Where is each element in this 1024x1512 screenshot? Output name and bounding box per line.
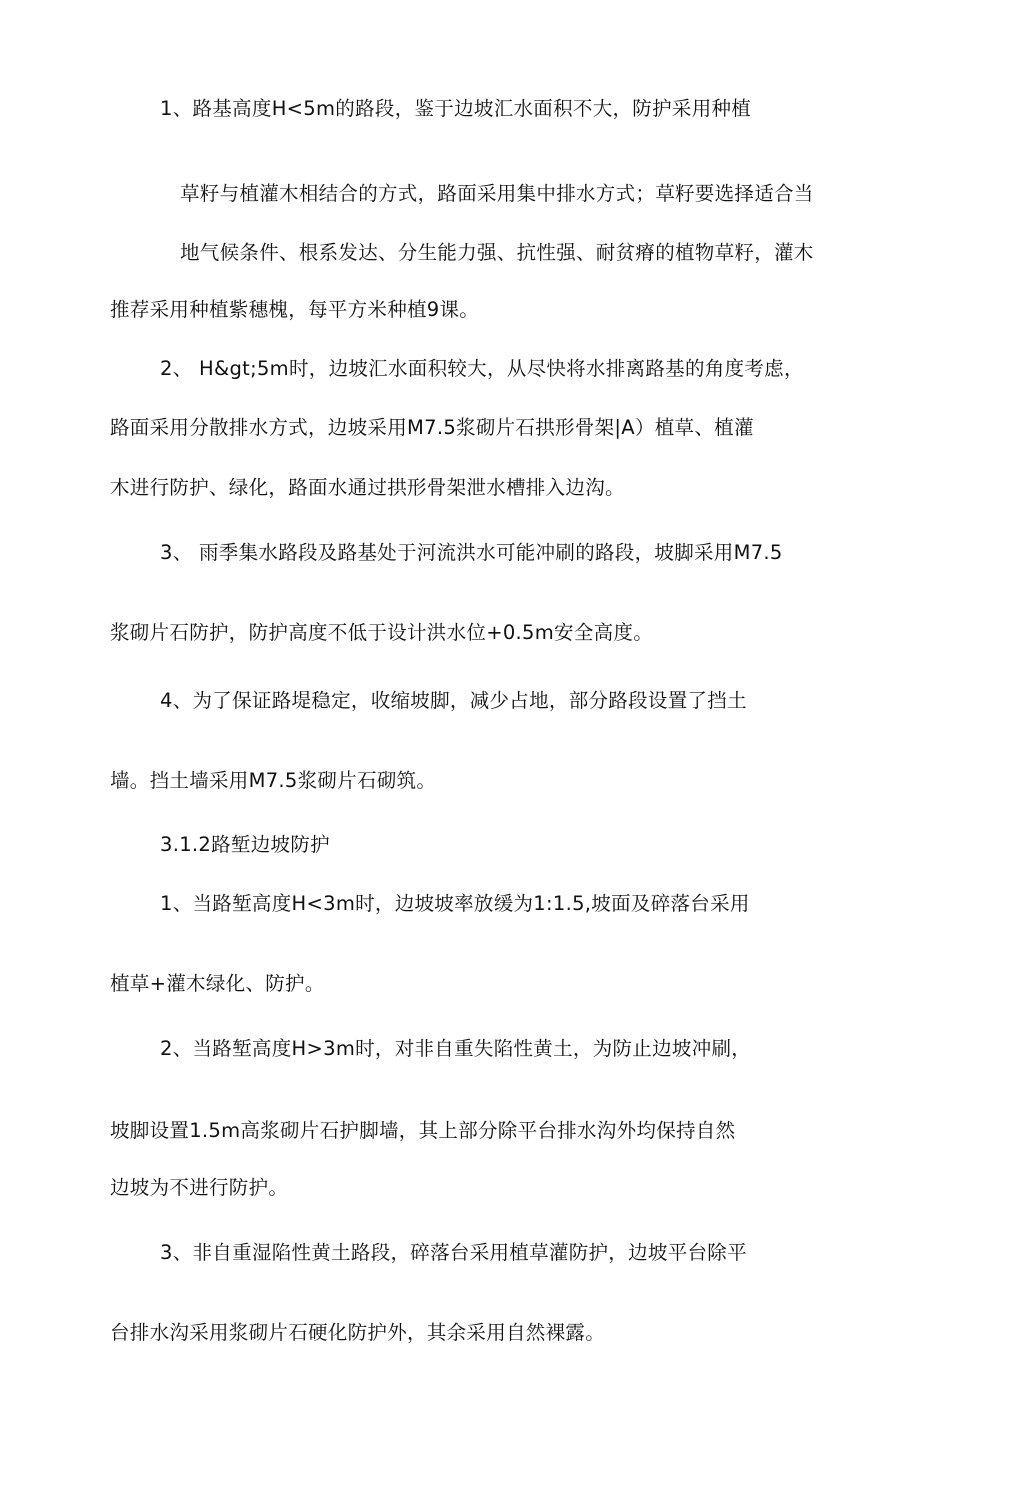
- text-line: 坡脚设置1.5m高浆砌片石护脚墙，其上部分除平台排水沟外均保持自然: [110, 1119, 736, 1142]
- text-line: 1、当路堑高度H<3m时，边坡坡率放缓为1:1.5,坡面及碎落台采用: [160, 892, 750, 915]
- text-line: 2、 H&gt;5m时，边坡汇水面积较大，从尽快将水排离路基的角度考虑，: [160, 357, 804, 380]
- text-line: 推荐采用种植紫穗槐，每平方米种植9课。: [110, 298, 480, 321]
- text-line: 墙。挡土墙采用M7.5浆砌片石砌筑。: [110, 769, 437, 792]
- text-line: 1、路基高度H<5m的路段，鉴于边坡汇水面积不大，防护采用种植: [160, 97, 752, 120]
- text-line: 3、非自重湿陷性黄土路段，碎落台采用植草灌防护，边坡平台除平: [160, 1241, 747, 1264]
- text-line: 2、当路堑高度H>3m时，对非自重失陷性黄土，为防止边坡冲刷，: [160, 1037, 752, 1060]
- section-heading: 3.1.2路堑边坡防护: [160, 833, 330, 856]
- text-line: 4、为了保证路堤稳定，收缩坡脚，减少占地，部分路段设置了挡土: [160, 689, 747, 712]
- text-line: 浆砌片石防护，防护高度不低于设计洪水位+0.5m安全高度。: [110, 621, 654, 644]
- text-line: 草籽与植灌木相结合的方式，路面采用集中排水方式；草籽要选择适合当: [180, 182, 814, 205]
- text-line: 木进行防护、绿化，路面水通过拱形骨架泄水槽排入边沟。: [110, 476, 625, 499]
- text-line: 边坡为不进行防护。: [110, 1176, 289, 1199]
- text-line: 地气候条件、根系发达、分生能力强、抗性强、耐贫瘠的植物草籽，灌木: [180, 241, 814, 264]
- text-line: 台排水沟采用浆砌片石硬化防护外，其余采用自然裸露。: [110, 1321, 606, 1344]
- text-line: 路面采用分散排水方式，边坡采用M7.5浆砌片石拱形骨架|A）植草、植灌: [110, 416, 754, 439]
- text-line: 植草+灌木绿化、防护。: [110, 972, 325, 995]
- text-line: 3、 雨季集水路段及路基处于河流洪水可能冲刷的路段，坡脚采用M7.5: [160, 541, 783, 564]
